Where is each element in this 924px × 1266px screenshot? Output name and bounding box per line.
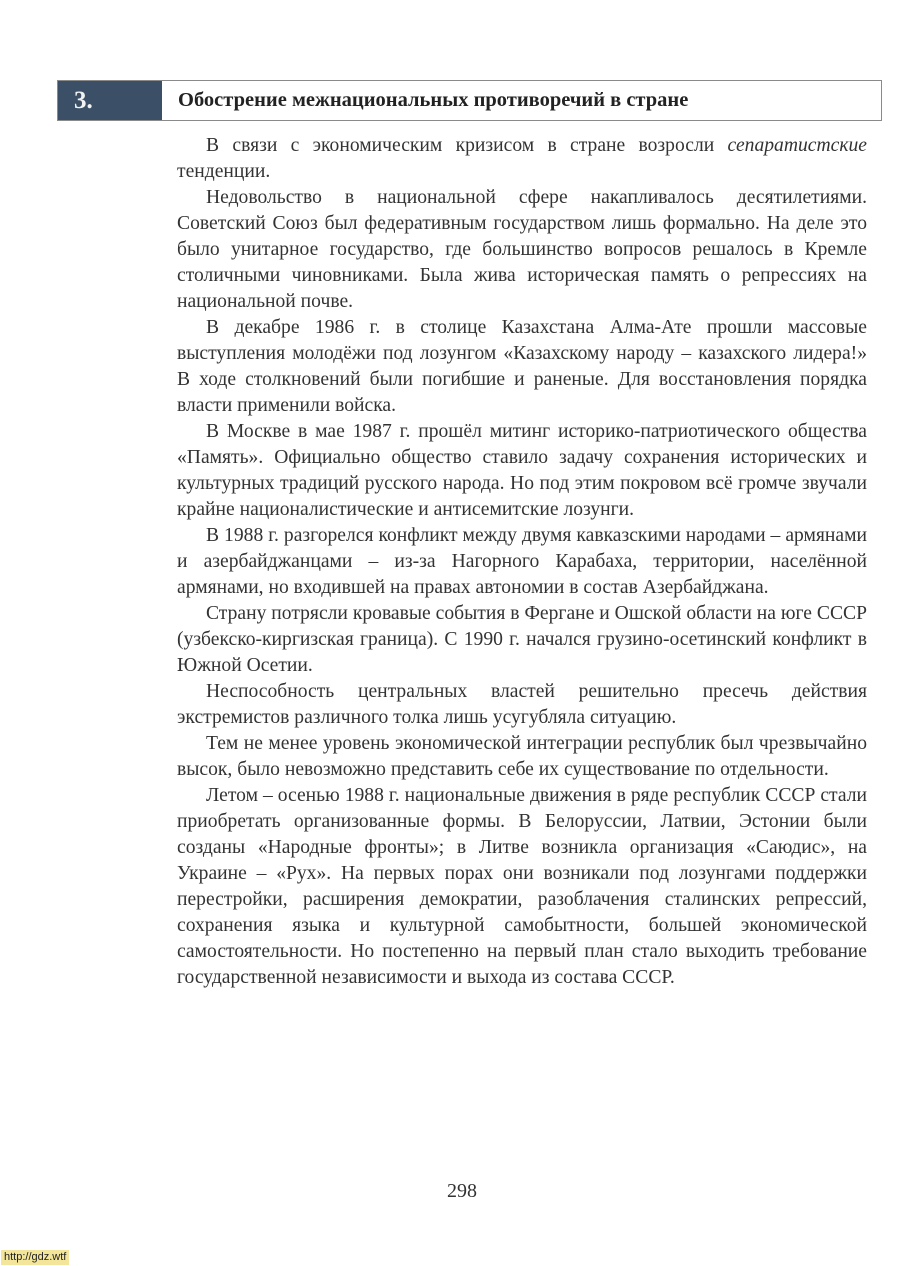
paragraph: Недовольство в национальной сфере накапливалось десятилетиями. Советский Союз был федеративным государством лишь формально. На деле это было унитарное государство, где большинство вопросов решалось в Кремле столичными чиновниками. Была жива историческая память о репрессиях на национальной почве. — [177, 187, 867, 312]
paragraph-text: В связи с экономическим кризисом в стране возросли — [206, 135, 728, 156]
paragraph — [177, 133, 867, 185]
paragraph: В Москве в мае 1987 г. прошёл митинг историко-патриотического общества «Память». Официально общество ставило задачу сохранения исторических и культурных традиций русского народа. Но под этим покровом всё громче звучали крайне националистические и антисемитские лозунги. — [177, 421, 867, 520]
paragraph: Летом – осенью 1988 г. национальные движения в ряде республик СССР стали приобретать организованные формы. В Белоруссии, Латвии, Эстонии были созданы «Народные фронты»; в Литве возникла организация «Саюдис», на Украине – «Рух». На первых порах они возникали под лозунгами поддержки перестройки, расширения демократии, разоблачения сталинских репрессий, сохранения языка и культурной самобытности, большей экономической самостоятельности. Но постепенно на первый план стало выходить требование государственной независимости и выхода из состава СССР. — [177, 785, 867, 988]
section-header — [57, 80, 882, 121]
paragraph: Тем не менее уровень экономической интеграции республик был чрезвычайно высок, было невозможно представить себе их существование по отдельности. — [177, 733, 867, 780]
watermark-link[interactable]: http://gdz.wtf — [1, 1250, 69, 1265]
section-title: Обострение межнациональных противоречий в стране — [178, 89, 689, 111]
section-number: 3. — [58, 81, 162, 120]
paragraph: В 1988 г. разгорелся конфликт между двумя кавказскими народами – армянами и азербайджанцами – из-за Нагорного Карабаха, территории, населённой армянами, но входившей на правах автономии в состав Азербайджана. — [177, 525, 867, 598]
paragraph: Неспособность центральных властей решительно пресечь действия экстремистов различного толка лишь усугубляла ситуацию. — [177, 681, 867, 728]
body-text — [177, 133, 867, 991]
page-number: 298 — [447, 1180, 477, 1202]
paragraph: Страну потрясли кровавые события в Фергане и Ошской области на юге СССР (узбекско-киргизская граница). С 1990 г. начался грузино-осетинский конфликт в Южной Осетии. — [177, 603, 867, 676]
emphasis-term: сепаратистские — [727, 135, 867, 156]
paragraph: В декабре 1986 г. в столице Казахстана Алма-Ате прошли массовые выступления молодёжи под лозунгом «Казахскому народу – казахского лидера!» В ходе столкновений были погибшие и раненые. Для восстановления порядка власти применили войска. — [177, 317, 867, 416]
paragraph-text: тенденции. — [177, 161, 271, 182]
